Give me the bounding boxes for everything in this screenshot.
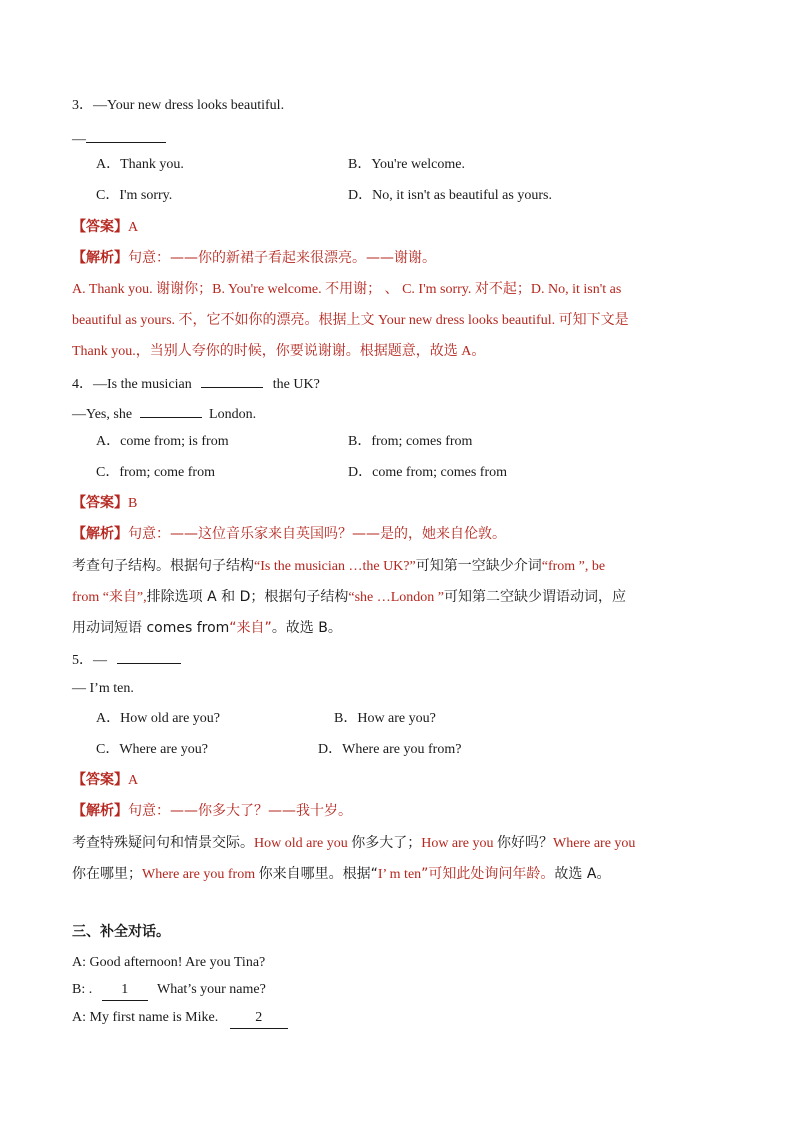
- analysis-text: 可知第二空缺少谓语动词，应: [444, 589, 627, 605]
- q3-analysis-1: [72, 248, 436, 269]
- analysis-text: 句意：——你多大了？——我十岁。: [128, 803, 352, 819]
- analysis-text: 你来自哪里。根据“: [258, 866, 378, 882]
- q5-option-d: D．Where are you from?: [318, 742, 462, 757]
- q3-reply: [72, 128, 166, 150]
- q4-option-b: B．from; comes from: [348, 434, 473, 449]
- q4-reply-b: London.: [209, 407, 257, 422]
- analysis-text: How old are you: [254, 836, 348, 851]
- q3-option-b: B．You're welcome.: [348, 157, 465, 172]
- q4-reply-a: —Yes, she: [72, 407, 133, 422]
- analysis-text: from “来自”,: [72, 590, 147, 605]
- q4-stem-b: the UK?: [272, 377, 320, 392]
- analysis-text: 句意：——这位音乐家来自英国吗？——是的，她来自伦敦。: [128, 526, 506, 542]
- analysis-text: Where are you from: [142, 867, 256, 882]
- q5-reply: — I’m ten.: [72, 681, 134, 696]
- q4-analysis-3: [72, 587, 626, 608]
- q4-blank-1: [201, 373, 263, 388]
- answer-label: 【答案】: [72, 495, 128, 511]
- analysis-text: I’ m ten: [377, 867, 422, 882]
- answer-label: 【答案】: [72, 219, 128, 235]
- answer-label: 【答案】: [72, 772, 128, 788]
- analysis-label: 【解析】: [72, 803, 128, 819]
- answer-value: A: [128, 773, 139, 788]
- section-title: 三、补全对话。: [72, 924, 170, 940]
- analysis-text: “Is the musician …the UK?”: [254, 559, 416, 574]
- q4-stem: [72, 373, 320, 395]
- q5-stem: [72, 649, 181, 671]
- q3-option-d: D．No, it isn't as beautiful as yours.: [348, 188, 552, 203]
- analysis-text: “来自”: [229, 620, 272, 636]
- analysis-text: How are you: [421, 836, 494, 851]
- q3-stem: 3．—Your new dress looks beautiful.: [72, 98, 285, 113]
- q5-analysis-2: [72, 833, 635, 854]
- q5-option-a: A．How old are you?: [96, 711, 221, 726]
- analysis-label: 【解析】: [72, 526, 128, 542]
- analysis-text: 考查特殊疑问句和情景交际。: [72, 835, 254, 851]
- analysis-text: 用动词短语 comes from: [72, 620, 230, 636]
- q4-analysis-4: [72, 618, 342, 639]
- analysis-text: 故选 A。: [554, 866, 611, 882]
- analysis-text: 你好吗？: [497, 835, 554, 851]
- dialogue-text: A: My first name is Mike.: [72, 1010, 219, 1025]
- q4-analysis-1: [72, 524, 506, 545]
- q4-stem-a: 4．—Is the musician: [72, 377, 192, 392]
- analysis-text: 排除选项 A 和 D；根据句子结构: [146, 589, 349, 605]
- dialogue-text: What’s your name?: [156, 982, 266, 997]
- q4-analysis-2: [72, 556, 605, 577]
- analysis-text: 可知第一空缺少介词: [415, 558, 542, 574]
- q3-answer: [72, 217, 138, 238]
- dialogue-line-2: [72, 980, 266, 1001]
- q3-blank: [86, 128, 166, 143]
- dialogue-blank-1: 1: [102, 980, 148, 1001]
- answer-value: A: [128, 220, 139, 235]
- q4-option-a: A．come from; is from: [96, 434, 229, 449]
- q3-analysis-4: Thank you.，当别人夸你的时候，你要说谢谢。根据题意，故选 A。: [72, 344, 486, 359]
- q5-answer: [72, 770, 138, 791]
- q4-option-d: D．come from; comes from: [348, 465, 508, 480]
- q5-option-b: B．How are you?: [334, 711, 436, 726]
- q3-reply-dash: —: [72, 132, 86, 147]
- analysis-text: Where are you: [553, 836, 636, 851]
- analysis-text: 你在哪里；: [72, 866, 142, 882]
- q4-option-c: C．from; come from: [96, 465, 215, 480]
- q5-analysis-3: [72, 864, 610, 885]
- dialogue-line-1: A: Good afternoon! Are you Tina?: [72, 955, 266, 970]
- analysis-text: 句意：——你的新裙子看起来很漂亮。——谢谢。: [128, 250, 436, 266]
- q3-analysis-3: beautiful as yours. 不，它不如你的漂亮。根据上文 Your new dress looks beautiful. 可知下文是: [72, 313, 629, 328]
- analysis-text: 考查句子结构。根据句子结构: [72, 558, 254, 574]
- q3-option-a: A．Thank you.: [96, 157, 184, 172]
- dialogue-line-3: [72, 1008, 288, 1029]
- q3-option-c: C．I'm sorry.: [96, 188, 173, 203]
- analysis-label: 【解析】: [72, 250, 128, 266]
- q5-option-c: C．Where are you?: [96, 742, 208, 757]
- dialogue-speaker: B: .: [72, 982, 93, 997]
- q5-blank: [117, 649, 181, 664]
- q3-analysis-2: A. Thank you. 谢谢你；B. You're welcome. 不用谢； 、 C. I'm sorry. 对不起；D. No, it isn't as: [72, 282, 622, 297]
- analysis-text: 。故选 B。: [271, 620, 342, 636]
- analysis-text: ”可知此处询问年龄。: [421, 866, 555, 882]
- analysis-text: “she …London ”: [348, 590, 445, 605]
- answer-value: B: [128, 496, 138, 511]
- q5-analysis-1: [72, 801, 352, 822]
- analysis-text: “from ”, be: [541, 559, 606, 574]
- analysis-text: 你多大了；: [351, 835, 422, 851]
- q5-stem-text: 5．—: [72, 653, 107, 668]
- q4-answer: [72, 493, 137, 514]
- q4-reply: [72, 403, 256, 425]
- dialogue-blank-2: 2: [230, 1008, 288, 1029]
- q4-blank-2: [140, 403, 202, 418]
